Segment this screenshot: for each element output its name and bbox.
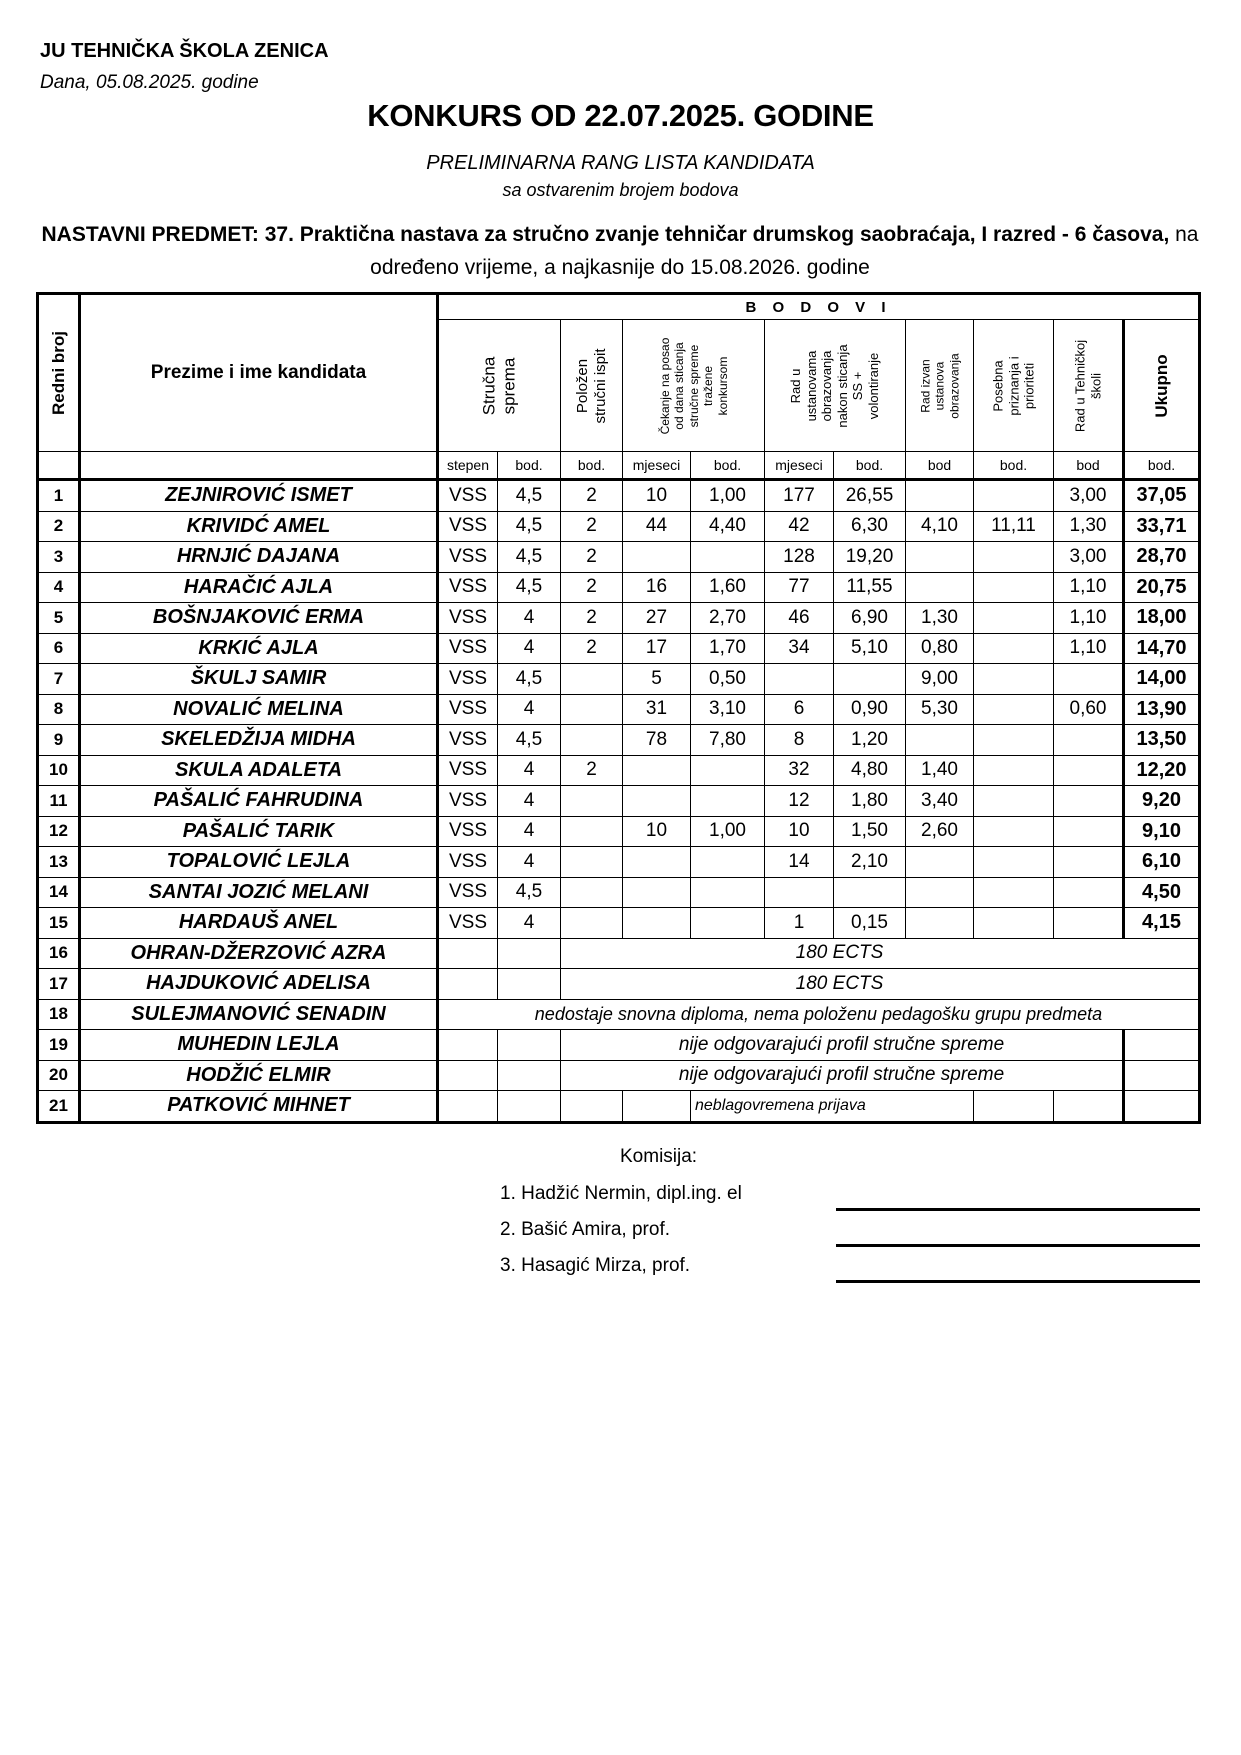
row-number: 21 — [38, 1091, 80, 1123]
signature-line-2 — [836, 1244, 1200, 1247]
cell-strucna-bod: 4 — [498, 603, 561, 634]
cell-tehnicka-bod: 1,10 — [1054, 633, 1124, 664]
table-row — [38, 938, 1200, 969]
row-note: neblagovremena prijava — [691, 1091, 974, 1123]
ranking-table — [36, 292, 1201, 1124]
unit-bod-4: bod. — [834, 452, 906, 480]
cell-rad-bod: 11,55 — [834, 572, 906, 603]
cell-strucna-bod: 4,5 — [498, 664, 561, 695]
cell-stepen: VSS — [438, 816, 498, 847]
cell-izvan-bod — [906, 877, 974, 908]
cell-stepen: VSS — [438, 847, 498, 878]
cell-stepen: VSS — [438, 572, 498, 603]
header-cekanje: Čekanje na posao od dana sticanja stručne spreme tražene konkursom — [623, 320, 765, 452]
unit-mjeseci-1: mjeseci — [623, 452, 691, 480]
cell-cekanje-mjeseci: 10 — [623, 816, 691, 847]
cell-rad-mjeseci: 1 — [765, 908, 834, 939]
cell-rad-bod: 0,15 — [834, 908, 906, 939]
cell-ispit-bod — [561, 786, 623, 817]
candidate-name: MUHEDIN LEJLA — [80, 1030, 438, 1061]
cell-ispit-bod — [561, 664, 623, 695]
cell-tehnicka-bod: 1,10 — [1054, 572, 1124, 603]
cell-rad-mjeseci: 14 — [765, 847, 834, 878]
cell-tehnicka-bod: 1,10 — [1054, 603, 1124, 634]
candidate-name: SANTAI JOZIĆ MELANI — [80, 877, 438, 908]
cell-cekanje-bod: 1,00 — [691, 816, 765, 847]
table-row — [38, 908, 1200, 939]
cell-rad-mjeseci: 10 — [765, 816, 834, 847]
cell-izvan-bod: 3,40 — [906, 786, 974, 817]
cell-rad-mjeseci: 42 — [765, 511, 834, 542]
unit-bod-3: bod. — [691, 452, 765, 480]
cell-tehnicka-bod — [1054, 877, 1124, 908]
cell-cekanje-bod — [691, 786, 765, 817]
candidate-name: PAŠALIĆ FAHRUDINA — [80, 786, 438, 817]
cell-strucna-bod: 4,5 — [498, 877, 561, 908]
cell-rad-mjeseci: 34 — [765, 633, 834, 664]
cell-ispit-bod — [561, 877, 623, 908]
cell-strucna-bod: 4,5 — [498, 725, 561, 756]
cell-cekanje-bod: 0,50 — [691, 664, 765, 695]
row-number: 19 — [38, 1030, 80, 1061]
table-row — [38, 1060, 1200, 1091]
cell-rad-mjeseci: 6 — [765, 694, 834, 725]
table-row — [38, 877, 1200, 908]
unit-bod-6: bod. — [974, 452, 1054, 480]
cell-cekanje-bod: 2,70 — [691, 603, 765, 634]
cell-ispit-bod: 2 — [561, 511, 623, 542]
cell-strucna-bod: 4 — [498, 847, 561, 878]
cell-rad-bod: 0,90 — [834, 694, 906, 725]
header-posebna-priznanja: Posebna priznanja i prioriteti — [974, 320, 1054, 452]
table-row — [38, 664, 1200, 695]
cell-stepen: VSS — [438, 603, 498, 634]
cell-izvan-bod: 1,30 — [906, 603, 974, 634]
cell-tehnicka-bod: 3,00 — [1054, 480, 1124, 512]
cell-cekanje-bod: 7,80 — [691, 725, 765, 756]
cell-rad-bod: 5,10 — [834, 633, 906, 664]
cell-rad-mjeseci — [765, 877, 834, 908]
document-date: Dana, 05.08.2025. godine — [40, 72, 259, 93]
cell-rad-bod: 26,55 — [834, 480, 906, 512]
cell-rad-bod — [834, 664, 906, 695]
row-number: 7 — [38, 664, 80, 695]
cell-ukupno: 14,70 — [1124, 633, 1200, 664]
cell-stepen: VSS — [438, 542, 498, 573]
table-row — [38, 725, 1200, 756]
cell-stepen: VSS — [438, 908, 498, 939]
row-number: 3 — [38, 542, 80, 573]
row-note: nedostaje snovna diploma, nema položenu pedagošku grupu predmeta — [438, 999, 1200, 1030]
commission-member-2: 2. Bašić Amira, prof. — [500, 1219, 671, 1240]
row-number: 13 — [38, 847, 80, 878]
cell-posebna-bod — [974, 847, 1054, 878]
units-empty-2 — [80, 452, 438, 480]
cell-ukupno: 28,70 — [1124, 542, 1200, 573]
cell-cekanje-mjeseci: 78 — [623, 725, 691, 756]
cell-ukupno: 4,50 — [1124, 877, 1200, 908]
cell-ispit-bod — [561, 908, 623, 939]
signature-line-3 — [836, 1280, 1200, 1283]
row-number: 15 — [38, 908, 80, 939]
cell-rad-bod: 19,20 — [834, 542, 906, 573]
unit-stepen: stepen — [438, 452, 498, 480]
cell-cekanje-mjeseci — [623, 847, 691, 878]
candidate-name: HRNJIĆ DAJANA — [80, 542, 438, 573]
cell-stepen: VSS — [438, 511, 498, 542]
cell-cekanje-bod — [691, 755, 765, 786]
row-number: 1 — [38, 480, 80, 512]
cell-cekanje-bod — [691, 908, 765, 939]
row-number: 5 — [38, 603, 80, 634]
table-row — [38, 847, 1200, 878]
table-row — [38, 786, 1200, 817]
cell-ukupno: 6,10 — [1124, 847, 1200, 878]
cell-cekanje-mjeseci — [623, 908, 691, 939]
cell-rad-bod: 1,50 — [834, 816, 906, 847]
cell-ukupno: 14,00 — [1124, 664, 1200, 695]
cell-cekanje-bod: 3,10 — [691, 694, 765, 725]
cell-ukupno: 12,20 — [1124, 755, 1200, 786]
header-rad-izvan: Rad izvan ustanova obrazovanja — [906, 320, 974, 452]
table-row — [38, 603, 1200, 634]
cell-cekanje-mjeseci — [623, 877, 691, 908]
cell-cekanje-mjeseci — [623, 542, 691, 573]
table-row — [38, 542, 1200, 573]
cell-cekanje-mjeseci: 31 — [623, 694, 691, 725]
cell-rad-bod: 1,80 — [834, 786, 906, 817]
candidate-name: HARDAUŠ ANEL — [80, 908, 438, 939]
row-number: 8 — [38, 694, 80, 725]
cell-izvan-bod — [906, 908, 974, 939]
cell-stepen: VSS — [438, 725, 498, 756]
cell-posebna-bod — [974, 664, 1054, 695]
candidate-name: NOVALIĆ MELINA — [80, 694, 438, 725]
header-candidate-name: Prezime i ime kandidata — [80, 294, 438, 452]
cell-posebna-bod — [974, 908, 1054, 939]
cell-ukupno: 33,71 — [1124, 511, 1200, 542]
cell-stepen: VSS — [438, 694, 498, 725]
table-row — [38, 694, 1200, 725]
cell-rad-mjeseci: 77 — [765, 572, 834, 603]
cell-strucna-bod: 4,5 — [498, 572, 561, 603]
row-number: 9 — [38, 725, 80, 756]
cell-cekanje-bod — [691, 542, 765, 573]
cell-ukupno: 9,10 — [1124, 816, 1200, 847]
cell-izvan-bod: 1,40 — [906, 755, 974, 786]
table-row — [38, 1030, 1200, 1061]
cell-ispit-bod: 2 — [561, 480, 623, 512]
cell-ispit-bod: 2 — [561, 755, 623, 786]
header-bodovi: B O D O V I — [438, 294, 1200, 320]
units-empty-1 — [38, 452, 80, 480]
cell-strucna-bod: 4 — [498, 786, 561, 817]
header-polozen-ispit: Položen stručni ispit — [561, 320, 623, 452]
cell-posebna-bod — [974, 786, 1054, 817]
cell-tehnicka-bod: 3,00 — [1054, 542, 1124, 573]
cell-ispit-bod: 2 — [561, 542, 623, 573]
cell-cekanje-mjeseci: 17 — [623, 633, 691, 664]
cell-cekanje-bod — [691, 847, 765, 878]
cell-rad-mjeseci: 46 — [765, 603, 834, 634]
row-number: 4 — [38, 572, 80, 603]
cell-izvan-bod: 4,10 — [906, 511, 974, 542]
table-row — [38, 511, 1200, 542]
cell-stepen: VSS — [438, 480, 498, 512]
cell-stepen: VSS — [438, 877, 498, 908]
row-number: 14 — [38, 877, 80, 908]
school-name: JU TEHNIČKA ŠKOLA ZENICA — [40, 40, 329, 62]
table-row — [38, 572, 1200, 603]
row-number: 6 — [38, 633, 80, 664]
candidate-name: SKELEDŽIJA MIDHA — [80, 725, 438, 756]
row-note: nije odgovarajući profil stručne spreme — [561, 1060, 1124, 1091]
cell-rad-mjeseci: 8 — [765, 725, 834, 756]
cell-ukupno: 9,20 — [1124, 786, 1200, 817]
subject-description — [40, 218, 1200, 284]
cell-strucna-bod: 4 — [498, 755, 561, 786]
cell-stepen: VSS — [438, 755, 498, 786]
row-note: 180 ECTS — [561, 938, 1200, 969]
unit-bod-5: bod — [906, 452, 974, 480]
cell-stepen: VSS — [438, 664, 498, 695]
cell-stepen: VSS — [438, 786, 498, 817]
cell-tehnicka-bod — [1054, 664, 1124, 695]
cell-cekanje-mjeseci: 10 — [623, 480, 691, 512]
cell-ukupno: 13,90 — [1124, 694, 1200, 725]
candidate-name: PATKOVIĆ MIHNET — [80, 1091, 438, 1123]
cell-ispit-bod — [561, 725, 623, 756]
cell-strucna-bod: 4 — [498, 908, 561, 939]
cell-posebna-bod — [974, 542, 1054, 573]
cell-cekanje-bod: 1,60 — [691, 572, 765, 603]
cell-strucna-bod: 4,5 — [498, 542, 561, 573]
cell-tehnicka-bod: 0,60 — [1054, 694, 1124, 725]
header-redni-broj: Redni broj — [38, 294, 80, 452]
cell-ukupno: 37,05 — [1124, 480, 1200, 512]
cell-cekanje-bod: 1,70 — [691, 633, 765, 664]
cell-rad-bod — [834, 877, 906, 908]
cell-strucna-bod: 4 — [498, 816, 561, 847]
cell-rad-bod: 2,10 — [834, 847, 906, 878]
cell-posebna-bod — [974, 572, 1054, 603]
cell-rad-mjeseci: 177 — [765, 480, 834, 512]
cell-izvan-bod — [906, 480, 974, 512]
cell-strucna-bod: 4 — [498, 633, 561, 664]
unit-bod-7: bod — [1054, 452, 1124, 480]
cell-cekanje-mjeseci: 44 — [623, 511, 691, 542]
cell-posebna-bod — [974, 877, 1054, 908]
signature-line-1 — [836, 1208, 1200, 1211]
cell-ukupno: 4,15 — [1124, 908, 1200, 939]
row-number: 12 — [38, 816, 80, 847]
candidate-name: HARAČIĆ AJLA — [80, 572, 438, 603]
cell-rad-mjeseci: 12 — [765, 786, 834, 817]
cell-posebna-bod — [974, 633, 1054, 664]
commission-label: Komisija: — [620, 1146, 698, 1167]
cell-izvan-bod: 5,30 — [906, 694, 974, 725]
cell-izvan-bod — [906, 725, 974, 756]
cell-cekanje-bod — [691, 877, 765, 908]
row-note: 180 ECTS — [561, 969, 1200, 1000]
candidate-name: PAŠALIĆ TARIK — [80, 816, 438, 847]
candidate-name: ZEJNIROVIĆ ISMET — [80, 480, 438, 512]
document-subtitle-2: sa ostvarenim brojem bodova — [502, 180, 739, 200]
row-number: 10 — [38, 755, 80, 786]
header-rad-ustanove: Rad u ustanovama obrazovanja nakon sticanja SS + volontiranje — [765, 320, 906, 452]
cell-ispit-bod: 2 — [561, 633, 623, 664]
table-row — [38, 480, 1200, 512]
subject-bold: NASTAVNI PREDMET: 37. Praktična nastava za stručno zvanje tehničar drumskog saobraćaja, I razred - 6 časova, — [41, 223, 1170, 246]
cell-tehnicka-bod — [1054, 755, 1124, 786]
row-number: 16 — [38, 938, 80, 969]
cell-rad-mjeseci: 32 — [765, 755, 834, 786]
cell-tehnicka-bod: 1,30 — [1054, 511, 1124, 542]
candidate-name: SKULA ADALETA — [80, 755, 438, 786]
cell-cekanje-mjeseci — [623, 755, 691, 786]
cell-cekanje-mjeseci: 27 — [623, 603, 691, 634]
table-row — [38, 816, 1200, 847]
cell-posebna-bod — [974, 725, 1054, 756]
unit-mjeseci-2: mjeseci — [765, 452, 834, 480]
unit-bod-8: bod. — [1124, 452, 1200, 480]
cell-posebna-bod — [974, 694, 1054, 725]
cell-posebna-bod — [974, 755, 1054, 786]
unit-bod-2: bod. — [561, 452, 623, 480]
candidate-name: SULEJMANOVIĆ SENADIN — [80, 999, 438, 1030]
candidate-name: KRIVIDĆ AMEL — [80, 511, 438, 542]
cell-tehnicka-bod — [1054, 816, 1124, 847]
cell-strucna-bod: 4,5 — [498, 480, 561, 512]
cell-rad-bod: 4,80 — [834, 755, 906, 786]
row-number: 2 — [38, 511, 80, 542]
cell-strucna-bod: 4,5 — [498, 511, 561, 542]
cell-ispit-bod — [561, 816, 623, 847]
cell-rad-mjeseci: 128 — [765, 542, 834, 573]
cell-tehnicka-bod — [1054, 847, 1124, 878]
cell-ukupno: 13,50 — [1124, 725, 1200, 756]
cell-ispit-bod — [561, 694, 623, 725]
cell-izvan-bod — [906, 542, 974, 573]
cell-ispit-bod: 2 — [561, 572, 623, 603]
row-number: 11 — [38, 786, 80, 817]
table-row — [38, 999, 1200, 1030]
cell-stepen: VSS — [438, 633, 498, 664]
candidate-name: BOŠNJAKOVIĆ ERMA — [80, 603, 438, 634]
cell-ispit-bod — [561, 847, 623, 878]
candidate-name: OHRAN-DŽERZOVIĆ AZRA — [80, 938, 438, 969]
cell-ispit-bod: 2 — [561, 603, 623, 634]
row-number: 18 — [38, 999, 80, 1030]
cell-ukupno: 20,75 — [1124, 572, 1200, 603]
cell-posebna-bod — [974, 816, 1054, 847]
cell-tehnicka-bod — [1054, 786, 1124, 817]
candidate-name: KRKIĆ AJLA — [80, 633, 438, 664]
cell-cekanje-mjeseci: 5 — [623, 664, 691, 695]
subject-rest: na određeno vrijeme, a najkasnije do 15.08.2026. godine — [370, 223, 1199, 279]
cell-cekanje-mjeseci: 16 — [623, 572, 691, 603]
cell-tehnicka-bod — [1054, 725, 1124, 756]
commission-member-3: 3. Hasagić Mirza, prof. — [500, 1255, 691, 1276]
cell-posebna-bod — [974, 480, 1054, 512]
table-row — [38, 1091, 1200, 1123]
cell-izvan-bod: 0,80 — [906, 633, 974, 664]
table-row — [38, 755, 1200, 786]
header-rad-tehnicka: Rad u Tehničkoj školi — [1054, 320, 1124, 452]
document-title: KONKURS OD 22.07.2025. GODINE — [367, 98, 874, 133]
cell-izvan-bod: 9,00 — [906, 664, 974, 695]
cell-izvan-bod — [906, 847, 974, 878]
candidate-name: HAJDUKOVIĆ ADELISA — [80, 969, 438, 1000]
cell-cekanje-bod: 1,00 — [691, 480, 765, 512]
cell-tehnicka-bod — [1054, 908, 1124, 939]
candidate-name: HODŽIĆ ELMIR — [80, 1060, 438, 1091]
cell-cekanje-bod: 4,40 — [691, 511, 765, 542]
document-subtitle: PRELIMINARNA RANG LISTA KANDIDATA — [426, 152, 815, 174]
row-number: 17 — [38, 969, 80, 1000]
row-number: 20 — [38, 1060, 80, 1091]
header-strucna-sprema: Stručna sprema — [438, 320, 561, 452]
cell-rad-bod: 6,90 — [834, 603, 906, 634]
cell-posebna-bod: 11,11 — [974, 511, 1054, 542]
cell-izvan-bod: 2,60 — [906, 816, 974, 847]
candidate-name: ŠKULJ SAMIR — [80, 664, 438, 695]
cell-strucna-bod: 4 — [498, 694, 561, 725]
cell-izvan-bod — [906, 572, 974, 603]
candidate-name: TOPALOVIĆ LEJLA — [80, 847, 438, 878]
table-row — [38, 969, 1200, 1000]
row-note: nije odgovarajući profil stručne spreme — [561, 1030, 1124, 1061]
table-row — [38, 633, 1200, 664]
cell-posebna-bod — [974, 603, 1054, 634]
commission-member-1: 1. Hadžić Nermin, dipl.ing. el — [500, 1183, 742, 1204]
header-ukupno: Ukupno — [1124, 320, 1200, 452]
cell-cekanje-mjeseci — [623, 786, 691, 817]
cell-ukupno: 18,00 — [1124, 603, 1200, 634]
cell-rad-mjeseci — [765, 664, 834, 695]
unit-bod-1: bod. — [498, 452, 561, 480]
cell-rad-bod: 6,30 — [834, 511, 906, 542]
cell-rad-bod: 1,20 — [834, 725, 906, 756]
